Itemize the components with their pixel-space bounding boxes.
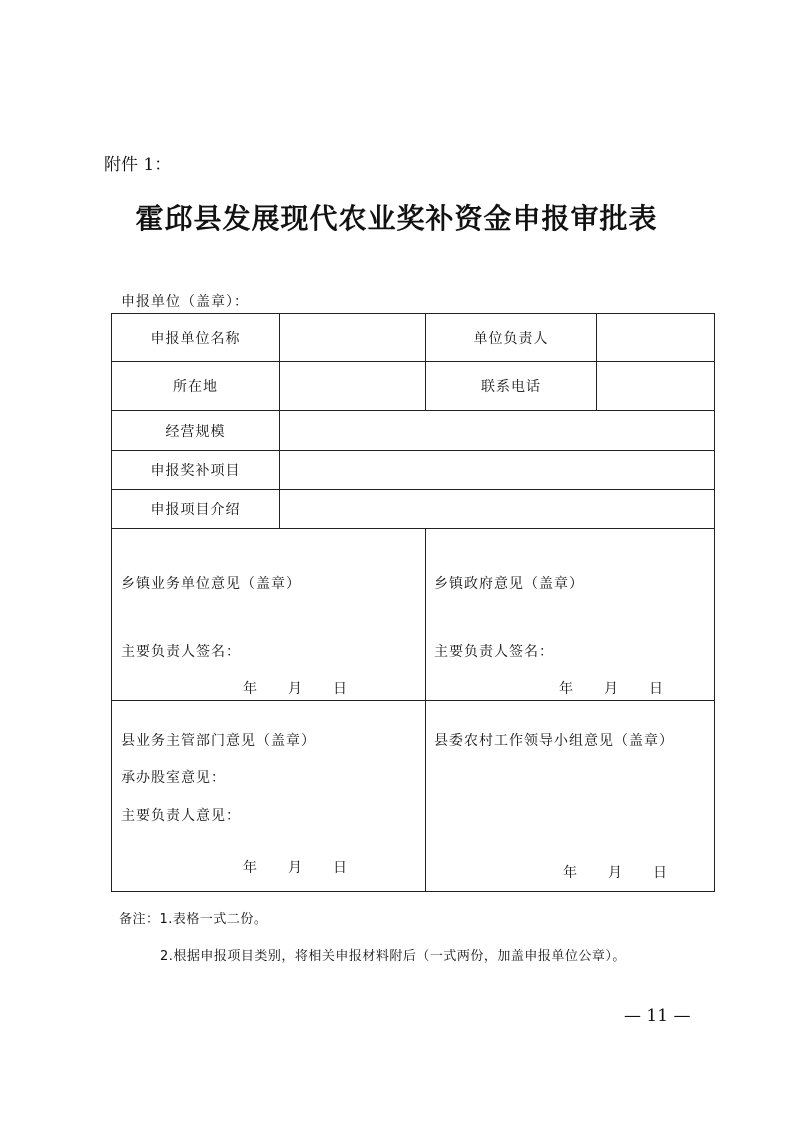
note-line-1: 备注：1.表格一式二份。 xyxy=(119,912,268,927)
row-divider xyxy=(111,700,715,701)
row-divider xyxy=(111,528,715,529)
township-gov-opinion-heading: 乡镇政府意见（盖章） xyxy=(434,576,584,592)
township-dept-date: 年 月 日 xyxy=(243,681,348,697)
document-title: 霍邱县发展现代农业奖补资金申报审批表 xyxy=(135,202,658,235)
township-gov-date: 年 月 日 xyxy=(559,681,664,697)
column-divider xyxy=(425,528,426,892)
township-dept-opinion-heading: 乡镇业务单位意见（盖章） xyxy=(121,576,301,592)
attachment-label: 附件 1： xyxy=(104,155,172,175)
field-unit-head[interactable] xyxy=(597,314,714,361)
rural-work-group-opinion-heading: 县委农村工作领导小组意见（盖章） xyxy=(434,733,674,749)
label-applicant-name: 申报单位名称 xyxy=(150,330,241,347)
field-business-scale[interactable] xyxy=(280,411,714,450)
chief-opinion-label: 主要负责人意见： xyxy=(121,808,241,824)
label-location: 所在地 xyxy=(173,379,218,395)
field-project-intro[interactable] xyxy=(280,490,714,528)
field-applicant-name[interactable] xyxy=(280,314,425,361)
label-project-intro: 申报项目介绍 xyxy=(150,502,241,518)
township-dept-signature-label: 主要负责人签名： xyxy=(121,644,241,660)
label-subsidy-project: 申报奖补项目 xyxy=(150,463,241,479)
county-dept-date: 年 月 日 xyxy=(243,860,348,876)
label-business-scale: 经营规模 xyxy=(165,423,226,440)
rural-work-group-date: 年 月 日 xyxy=(563,865,668,881)
field-subsidy-project[interactable] xyxy=(280,451,714,489)
township-gov-signature-label: 主要负责人签名： xyxy=(434,644,554,660)
county-dept-opinion-heading: 县业务主管部门意见（盖章） xyxy=(121,733,316,749)
note-line-2: 2.根据申报项目类别，将相关申报材料附后（一式两份，加盖申报单位公章）。 xyxy=(160,949,626,964)
label-phone: 联系电话 xyxy=(481,379,541,395)
field-location[interactable] xyxy=(280,362,425,410)
field-phone[interactable] xyxy=(597,362,714,410)
label-unit-head: 单位负责人 xyxy=(473,330,549,347)
page-number: — 11 — xyxy=(624,1006,691,1026)
handling-office-opinion-label: 承办股室意见： xyxy=(121,770,226,786)
applicant-unit-line: 申报单位（盖章）： xyxy=(121,294,249,310)
